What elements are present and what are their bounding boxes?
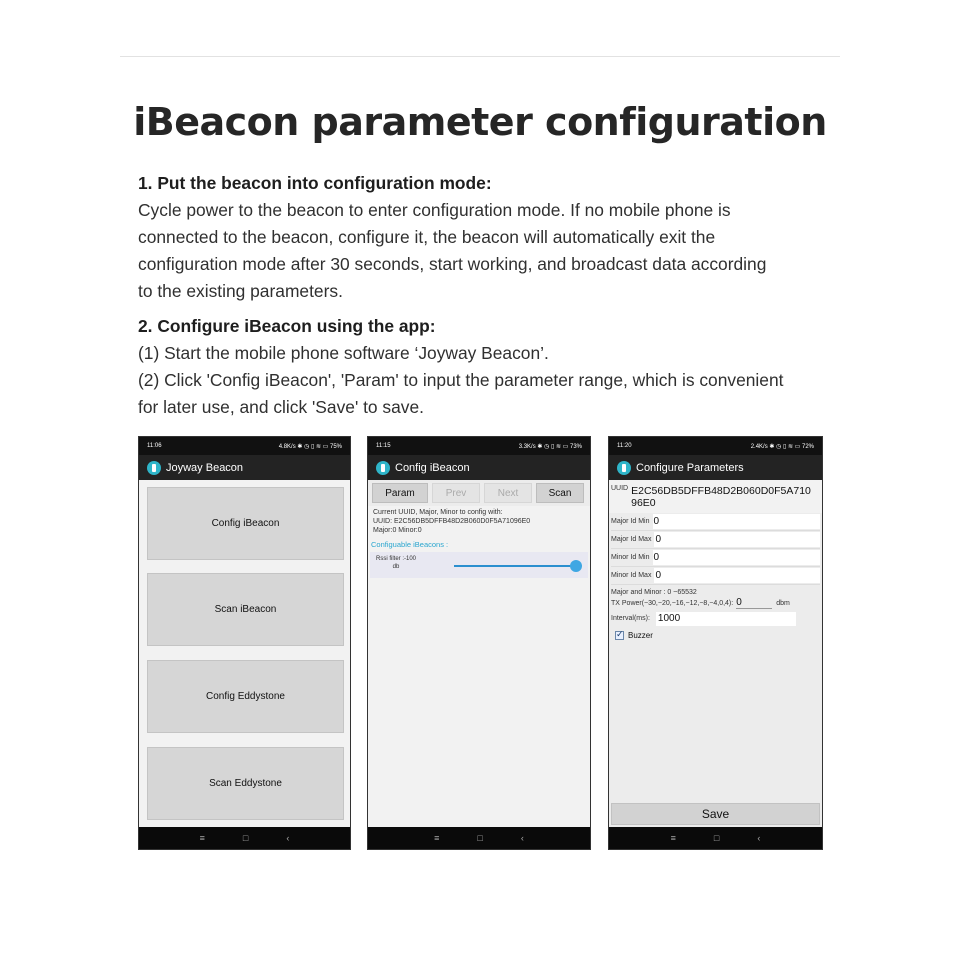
home-icon[interactable]: □ <box>242 833 249 843</box>
buzzer-checkbox[interactable] <box>615 631 624 640</box>
app-bar <box>609 455 822 480</box>
major-id-min-row <box>611 513 820 531</box>
buzzer-row[interactable] <box>609 627 822 643</box>
step1-section <box>138 170 838 305</box>
buzzer-label: Buzzer <box>628 630 653 640</box>
top-divider <box>120 56 840 57</box>
app-logo-icon <box>376 461 390 475</box>
step1-line: connected to the beacon, configure it, the beacon will automatically exit the <box>138 227 716 247</box>
step1-heading: 1. Put the beacon into configuration mode: <box>138 173 492 193</box>
status-time: 11:06 <box>147 443 162 449</box>
step1-line: to the existing parameters. <box>138 281 343 301</box>
tx-power-row <box>609 596 822 610</box>
scan-ibeacon-button[interactable]: Scan iBeacon <box>147 573 344 646</box>
step2-section <box>138 313 838 421</box>
prev-button[interactable]: Prev <box>432 483 480 503</box>
status-indicators: 2.4K/s ✱ ◷ ▯ ≋ ▭ 72% <box>750 443 814 450</box>
minor-id-max-input[interactable]: 0 <box>654 568 820 583</box>
phone-screenshot-main-menu <box>138 436 351 850</box>
page-title: iBeacon parameter configuration <box>133 100 827 144</box>
current-config-info <box>368 506 590 537</box>
step2-line: (2) Click 'Config iBeacon', 'Param' to input the parameter range, which is convenient <box>138 370 784 390</box>
tx-power-unit: dbm <box>776 599 790 607</box>
range-note: Major and Minor : 0 ~65532 <box>611 589 697 596</box>
tx-power-input[interactable]: 0 <box>736 597 772 609</box>
minor-id-max-row <box>611 567 820 585</box>
param-label: Major Id Min <box>611 518 650 525</box>
back-icon[interactable]: ‹ <box>520 833 524 843</box>
rssi-filter-row <box>370 552 588 578</box>
status-time: 11:15 <box>376 443 391 449</box>
menu-icon[interactable]: ≡ <box>670 833 676 843</box>
nav-bar <box>368 827 590 849</box>
minor-id-min-input[interactable]: 0 <box>653 550 820 565</box>
interval-row <box>609 610 822 627</box>
status-indicators: 3.3K/s ✱ ◷ ▯ ≋ ▭ 73% <box>518 443 582 450</box>
app-title: Config iBeacon <box>395 461 470 474</box>
phone-screenshot-config-ibeacon <box>367 436 591 850</box>
param-label: Major Id Max <box>611 536 652 543</box>
tx-power-label: TX Power(−30,−20,−16,−12,−8,−4,0,4): <box>611 599 734 607</box>
step1-line: Cycle power to the beacon to enter configuration mode. If no mobile phone is <box>138 200 731 220</box>
app-logo-icon <box>147 461 161 475</box>
major-id-min-input[interactable]: 0 <box>653 514 820 529</box>
app-title: Joyway Beacon <box>166 461 244 474</box>
param-label: Minor Id Min <box>611 554 650 561</box>
app-bar <box>139 455 350 480</box>
app-logo-icon <box>617 461 631 475</box>
configurable-ibeacons-label: Configuable iBeacons : <box>371 540 449 549</box>
status-bar <box>139 437 350 455</box>
home-icon[interactable]: □ <box>713 833 720 843</box>
major-id-max-input[interactable]: 0 <box>654 532 820 547</box>
rssi-filter-unit: db <box>392 564 400 570</box>
minor-id-min-row <box>611 549 820 567</box>
step2-line: (1) Start the mobile phone software ‘Joyway Beacon’. <box>138 343 549 363</box>
back-icon[interactable]: ‹ <box>286 833 290 843</box>
nav-bar <box>139 827 350 849</box>
toolbar <box>368 480 590 506</box>
rssi-slider-handle[interactable] <box>570 560 582 572</box>
interval-label: Interval(ms): <box>611 615 650 622</box>
info-line: UUID: E2C56DB5DFFB48D2B060D0F5A71096E0 <box>373 518 531 525</box>
save-button[interactable]: Save <box>611 803 820 825</box>
scan-button[interactable]: Scan <box>536 483 584 503</box>
menu-icon[interactable]: ≡ <box>434 833 440 843</box>
step2-heading: 2. Configure iBeacon using the app: <box>138 316 436 336</box>
back-icon[interactable]: ‹ <box>757 833 761 843</box>
interval-input[interactable]: 1000 <box>656 612 796 626</box>
rssi-filter-label <box>376 555 416 571</box>
menu-icon[interactable]: ≡ <box>199 833 205 843</box>
scan-eddystone-button[interactable]: Scan Eddystone <box>147 747 344 820</box>
uuid-label: UUID <box>611 485 629 492</box>
param-label: Minor Id Max <box>611 572 652 579</box>
info-line: Major:0 Minor:0 <box>373 527 422 534</box>
uuid-row <box>609 481 822 513</box>
rssi-filter-text: Rssi filter :-100 <box>376 556 417 562</box>
step2-line: for later use, and click 'Save' to save. <box>138 397 424 417</box>
info-line: Current UUID, Major, Minor to config with: <box>373 509 503 516</box>
app-bar <box>368 455 590 480</box>
uuid-input[interactable]: E2C56DB5DFFB48D2B060D0F5A71096E0 <box>631 485 811 509</box>
status-time: 11:20 <box>617 443 632 449</box>
status-bar <box>368 437 590 455</box>
config-eddystone-button[interactable]: Config Eddystone <box>147 660 344 733</box>
param-button[interactable]: Param <box>372 483 428 503</box>
status-bar <box>609 437 822 455</box>
status-indicators: 4.8K/s ✱ ◷ ▯ ≋ ▭ 75% <box>278 443 342 450</box>
config-ibeacon-button[interactable]: Config iBeacon <box>147 487 344 560</box>
step1-line: configuration mode after 30 seconds, start working, and broadcast data according <box>138 254 767 274</box>
major-id-max-row <box>611 531 820 549</box>
phone-screenshot-configure-parameters <box>608 436 823 850</box>
next-button[interactable]: Next <box>484 483 532 503</box>
rssi-slider-track[interactable] <box>454 565 578 567</box>
app-title: Configure Parameters <box>636 461 744 474</box>
home-icon[interactable]: □ <box>477 833 483 843</box>
parameters-form <box>609 481 822 827</box>
nav-bar <box>609 827 822 849</box>
